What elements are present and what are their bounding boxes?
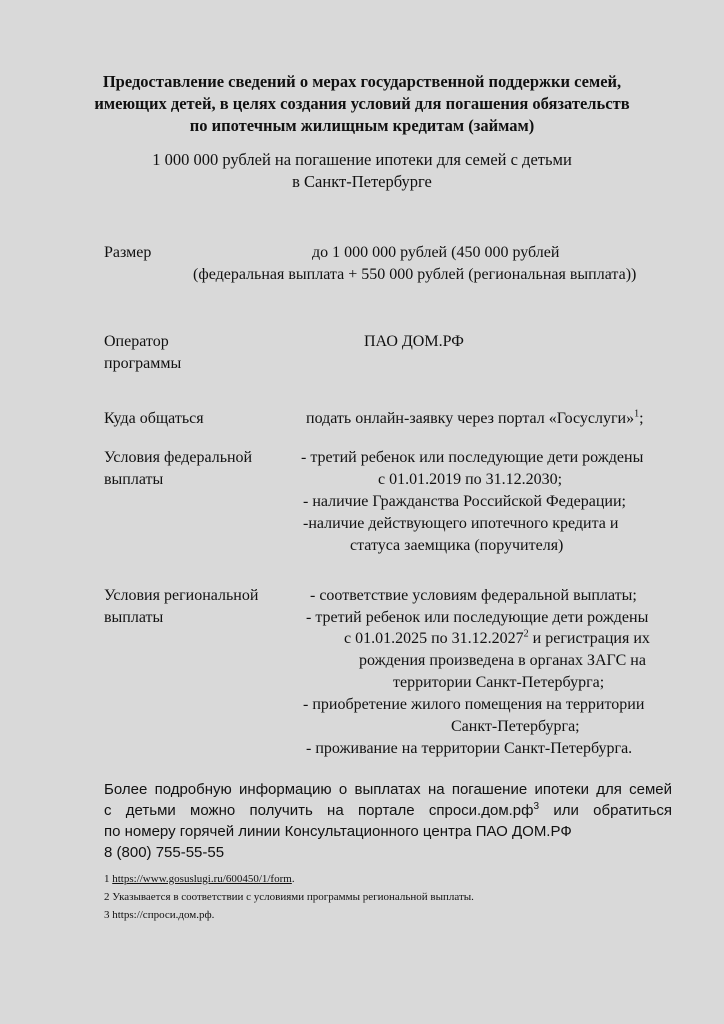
footnote-ref-1: 1: [634, 408, 640, 420]
footnote-2: 2 Указывается в соответствии с условиями программы региональной выплаты.: [104, 891, 474, 903]
federal-label-line-2: выплаты: [104, 471, 164, 488]
gosuslugi-link[interactable]: https://www.gosuslugi.ru/600450/1/form: [112, 873, 292, 885]
footnote-3: 3 https://спроси.дом.рф.: [104, 909, 215, 921]
regional-line-7: Санкт-Петербурга;: [451, 718, 580, 735]
where-label: Куда общаться: [104, 410, 204, 427]
title-line-2: имеющих детей, в целях создания условий для погашения обязательств: [94, 94, 630, 113]
federal-line-4: -наличие действующего ипотечного кредита и: [303, 515, 619, 532]
size-value-line-2: (федеральная выплата + 550 000 рублей (региональная выплата)): [193, 266, 637, 283]
regional-line-3-text: с 01.01.2025 по 31.12.2027: [344, 630, 524, 647]
footnote-1-number: 1: [104, 873, 113, 885]
document-subtitle: [60, 149, 664, 193]
size-value-line-1: до 1 000 000 рублей (450 000 рублей: [312, 244, 560, 261]
regional-line-3-tail: и регистрация их: [528, 630, 650, 647]
regional-line-8: - проживание на территории Санкт-Петербурга.: [306, 740, 633, 757]
footnote-1: [104, 870, 295, 888]
regional-line-1: - соответствие условиям федеральной выплаты;: [310, 587, 637, 604]
document-title: [60, 71, 664, 137]
operator-label-line-1: Оператор: [104, 333, 169, 350]
regional-label-line-1: Условия региональной: [104, 587, 259, 604]
federal-line-3: - наличие Гражданства Российской Федерации;: [303, 493, 626, 510]
info-line-2-tail: или обратиться: [539, 802, 672, 819]
operator-label-line-2: программы: [104, 355, 182, 372]
info-paragraph: [104, 779, 672, 863]
federal-line-1: - третий ребенок или последующие дети рождены: [301, 449, 644, 466]
regional-line-3: [344, 628, 650, 650]
regional-line-4: рождения произведена в органах ЗАГС на: [359, 652, 646, 669]
info-line-1: Более подробную информацию о выплатах на погашение ипотеки для семей: [104, 781, 672, 798]
federal-label-line-1: Условия федеральной: [104, 449, 253, 466]
regional-label-line-2: выплаты: [104, 609, 164, 626]
footnote-1-tail: .: [291, 873, 295, 885]
title-line-3: по ипотечным жилищным кредитам (займам): [189, 116, 535, 135]
where-value-text: подать онлайн-заявку через портал «Госуслуги»: [306, 410, 635, 427]
size-label: Размер: [104, 244, 152, 261]
operator-value: ПАО ДОМ.РФ: [364, 333, 464, 350]
footnote-ref-2: 2: [523, 628, 529, 640]
info-line-2-text: с детьми можно получить на портале спроси.дом.рф: [104, 802, 534, 819]
subtitle-line-2: в Санкт-Петербурге: [292, 172, 432, 191]
federal-line-2: с 01.01.2019 по 31.12.2030;: [378, 471, 563, 488]
subtitle-line-1: 1 000 000 рублей на погашение ипотеки для семей с детьми: [152, 150, 572, 169]
title-line-1: Предоставление сведений о мерах государственной поддержки семей,: [102, 72, 622, 91]
regional-line-6: - приобретение жилого помещения на территории: [303, 696, 645, 713]
where-value: [306, 408, 644, 430]
info-line-3: по номеру горячей линии Консультационного центра ПАО ДОМ.РФ: [104, 823, 572, 840]
info-line-2: [104, 800, 672, 821]
regional-line-5: территории Санкт-Петербурга;: [393, 674, 605, 691]
where-value-tail: ;: [639, 410, 644, 427]
footnote-ref-3: 3: [533, 801, 540, 812]
hotline-phone: 8 (800) 755-55-55: [104, 844, 225, 861]
federal-line-5: статуса заемщика (поручителя): [350, 537, 564, 554]
regional-line-2: - третий ребенок или последующие дети рождены: [306, 609, 649, 626]
